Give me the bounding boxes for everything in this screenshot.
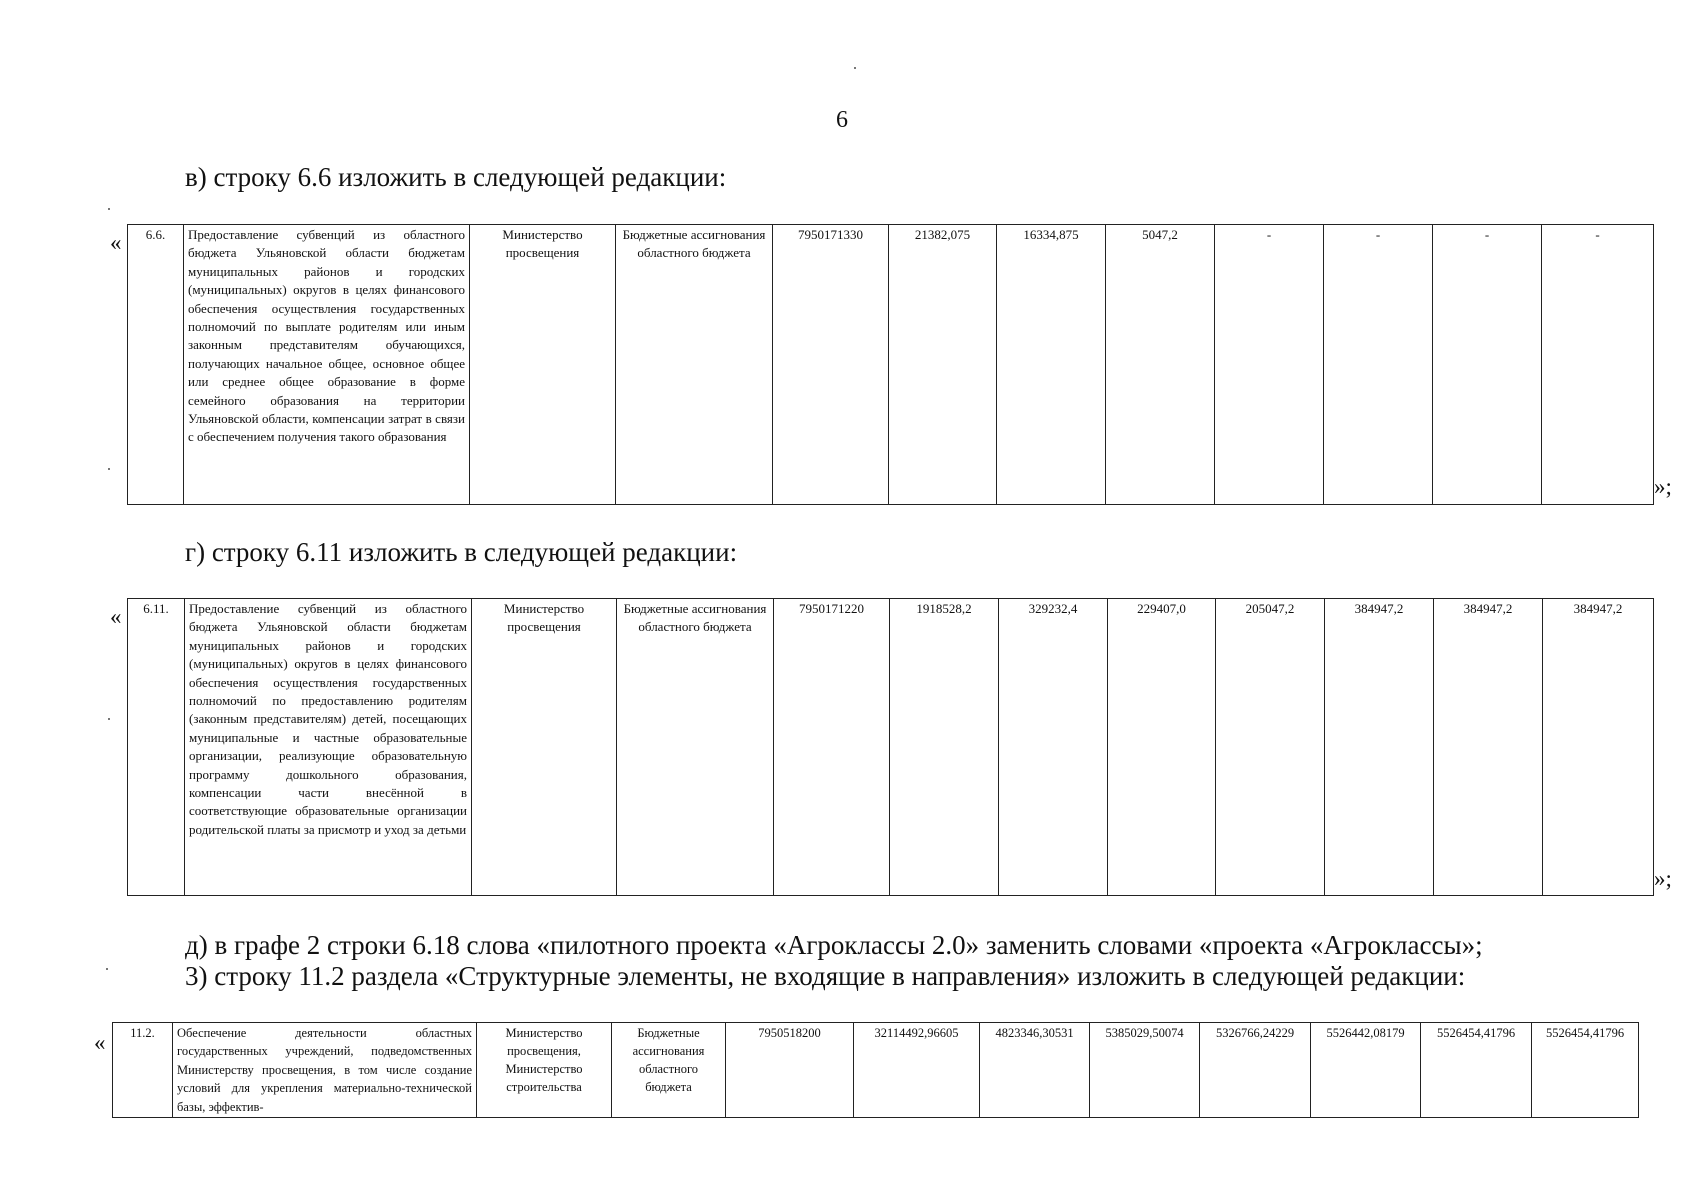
scan-dot [108,468,110,470]
row-description: Обеспечение деятельности областных государственных учреждений, подведомственных Министерству просвещения, в том числе создание условий для укрепления материально-технической базы, эффектив- [173,1023,477,1118]
table-row [113,1023,1639,1118]
row-value-total: 21382,075 [889,225,997,505]
row-value: - [1324,225,1433,505]
row-executor: Министерство просвещения, Министерство строительства [477,1023,612,1118]
quote-open: « [110,604,122,629]
row-number: 6.6. [128,225,184,505]
instruction-row-6-11: г) строку 6.11 изложить в следующей редакции: [185,537,738,567]
page-number: 6 [836,107,848,133]
row-value: 329232,4 [999,599,1108,896]
row-value: 205047,2 [1216,599,1325,896]
scan-dot [108,718,110,720]
table-row-6-11 [127,598,1654,896]
row-value: 5526442,08179 [1311,1023,1421,1118]
row-value: 5526454,41796 [1421,1023,1532,1118]
quote-close: »; [1654,866,1672,891]
row-value-total: 32114492,96605 [854,1023,980,1118]
row-value-total: 1918528,2 [890,599,999,896]
row-value: - [1215,225,1324,505]
row-funding-source: Бюджетные ассигнования областного бюджета [617,599,774,896]
row-number: 11.2. [113,1023,173,1118]
row-value: 384947,2 [1434,599,1543,896]
row-value: 5526454,41796 [1532,1023,1639,1118]
instruction-row-11-2: 3) строку 11.2 раздела «Структурные элементы, не входящие в направления» изложить в следующей редакции: [185,961,1466,991]
scan-dot [108,208,110,210]
instruction-row-6-6: в) строку 6.6 изложить в следующей редакции: [185,162,727,192]
instruction-row-6-18: д) в графе 2 строки 6.18 слова «пилотного проекта «Агроклассы 2.0» заменить словами «проекта «Агроклассы»; [185,930,1483,960]
quote-open: « [110,230,122,255]
table-row [128,225,1654,505]
row-value: 229407,0 [1108,599,1216,896]
row-value: 5047,2 [1106,225,1215,505]
table-row [128,599,1654,896]
row-value: 4823346,30531 [980,1023,1090,1118]
row-executor: Министерство просвещения [472,599,617,896]
row-number: 6.11. [128,599,185,896]
row-funding-source: Бюджетные ассигнования областного бюджета [616,225,773,505]
row-value: 384947,2 [1325,599,1434,896]
quote-close: »; [1654,474,1672,499]
row-value: 384947,2 [1543,599,1654,896]
row-description: Предоставление субвенций из областного бюджета Ульяновской области бюджетам муниципальных районов и городских (муниципальных) округов в целях финансового обеспечения осуществления государственных полномочий по предоставлению родителям (законным представителям) детей, посещающих муниципальные и частные образовательные организации, реализующие образовательную программу дошкольного образования, компенсации части внесённой в соответствующие образовательные организации родительской платы за присмотр и уход за детьми [185,599,472,896]
row-value: - [1433,225,1542,505]
row-budget-code: 7950171330 [773,225,889,505]
quote-open: « [94,1030,106,1055]
table-row-6-6 [127,224,1654,505]
table-row-11-2 [112,1022,1639,1118]
row-budget-code: 7950171220 [774,599,890,896]
row-value: 16334,875 [997,225,1106,505]
row-value: - [1542,225,1654,505]
row-value: 5326766,24229 [1200,1023,1311,1118]
row-funding-source: Бюджетные ассигнования областного бюджета [612,1023,726,1118]
row-budget-code: 7950518200 [726,1023,854,1118]
scan-dot [854,67,856,69]
row-value: 5385029,50074 [1090,1023,1200,1118]
row-executor: Министерство просвещения [470,225,616,505]
scan-dot [106,968,108,970]
row-description: Предоставление субвенций из областного бюджета Ульяновской области бюджетам муниципальных районов и городских (муниципальных) округов в целях финансового обеспечения осуществления государственных полномочий по выплате родителям или иным законным представителям обучающихся, получающих начальное общее, основное общее или среднее общее образование в форме семейного образования на территории Ульяновской области, компенсации затрат в связи с обеспечением получения такого образования [184,225,470,505]
